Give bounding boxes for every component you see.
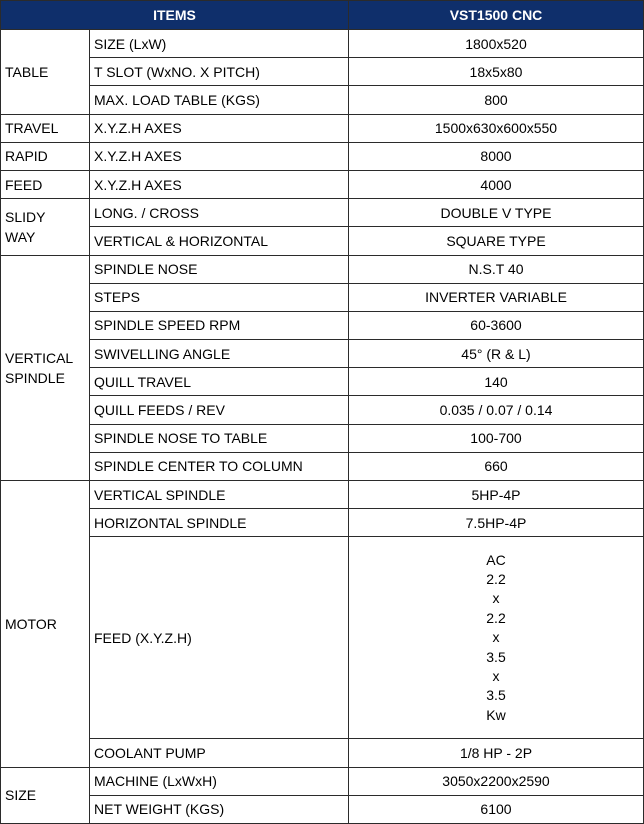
table-row: [1, 424, 644, 452]
group-slidy-way: [1, 199, 90, 255]
group-label: SLIDY: [5, 208, 46, 225]
table-row: [1, 114, 644, 142]
item-cell: SPINDLE SPEED RPM: [90, 311, 349, 339]
value-cell: 7.5HP-4P: [349, 509, 644, 537]
value-line: x: [492, 667, 500, 684]
table-row: [1, 58, 644, 86]
table-row: [1, 86, 644, 114]
table-row: [1, 340, 644, 368]
group-label: SIZE: [5, 787, 37, 804]
value-cell: 140: [349, 368, 644, 396]
group-label: SPINDLE: [5, 369, 65, 386]
item-cell: STEPS: [90, 283, 349, 311]
table-row: [1, 142, 644, 170]
table-row: [1, 255, 644, 283]
group-feed: [1, 170, 90, 198]
value-cell: 4000: [349, 170, 644, 198]
value-cell: 5HP-4P: [349, 481, 644, 509]
item-cell: SIZE (LxW): [90, 30, 349, 58]
item-cell: SWIVELLING ANGLE: [90, 340, 349, 368]
value-line: 2.2: [486, 570, 506, 587]
value-cell-multiline: [349, 537, 644, 739]
item-cell: QUILL FEEDS / REV: [90, 396, 349, 424]
value-cell: 100-700: [349, 424, 644, 452]
item-cell: VERTICAL & HORIZONTAL: [90, 227, 349, 255]
item-cell: VERTICAL SPINDLE: [90, 481, 349, 509]
value-cell: 660: [349, 452, 644, 480]
value-line: x: [492, 590, 500, 607]
value-line: Kw: [486, 706, 506, 723]
table-row: [1, 170, 644, 198]
item-cell: SPINDLE NOSE: [90, 255, 349, 283]
table-row: [1, 227, 644, 255]
item-cell: MACHINE (LxWxH): [90, 767, 349, 795]
group-motor: [1, 481, 90, 768]
group-label: RAPID: [5, 148, 48, 165]
group-rapid: [1, 142, 90, 170]
group-label: TABLE: [5, 63, 49, 80]
value-cell: 3050x2200x2590: [349, 767, 644, 795]
value-cell: 800: [349, 86, 644, 114]
header-row: [1, 1, 644, 30]
value-cell: 1800x520: [349, 30, 644, 58]
group-table: [1, 30, 90, 115]
item-cell: NET WEIGHT (KGS): [90, 795, 349, 823]
items-header: ITEMS: [1, 1, 349, 30]
table-row: [1, 509, 644, 537]
item-cell: X.Y.Z.H AXES: [90, 114, 349, 142]
item-cell: X.Y.Z.H AXES: [90, 142, 349, 170]
table-row: [1, 795, 644, 823]
item-cell: T SLOT (WxNO. X PITCH): [90, 58, 349, 86]
group-label: FEED: [5, 176, 43, 193]
item-cell: HORIZONTAL SPINDLE: [90, 509, 349, 537]
value-cell: INVERTER VARIABLE: [349, 283, 644, 311]
group-label: VERTICAL: [5, 349, 74, 366]
group-label: WAY: [5, 228, 36, 245]
value-cell: 45° (R & L): [349, 340, 644, 368]
item-cell: SPINDLE CENTER TO COLUMN: [90, 452, 349, 480]
value-line: 3.5: [486, 648, 506, 665]
item-cell: MAX. LOAD TABLE (KGS): [90, 86, 349, 114]
item-cell: LONG. / CROSS: [90, 199, 349, 227]
value-line: 2.2: [486, 609, 506, 626]
item-cell: SPINDLE NOSE TO TABLE: [90, 424, 349, 452]
value-cell: 1500x630x600x550: [349, 114, 644, 142]
table-row: [1, 396, 644, 424]
value-cell: DOUBLE V TYPE: [349, 199, 644, 227]
value-line: x: [492, 629, 500, 646]
group-travel: [1, 114, 90, 142]
group-size: [1, 767, 90, 823]
table-row: [1, 767, 644, 795]
value-cell: 8000: [349, 142, 644, 170]
table-row: [1, 199, 644, 227]
group-vertical-spindle: [1, 255, 90, 481]
item-cell: COOLANT PUMP: [90, 739, 349, 767]
item-cell: X.Y.Z.H AXES: [90, 170, 349, 198]
table-row: [1, 283, 644, 311]
item-cell: FEED (X.Y.Z.H): [90, 537, 349, 739]
table-row: [1, 311, 644, 339]
group-label: TRAVEL: [5, 120, 59, 137]
table-row: [1, 481, 644, 509]
table-row: [1, 368, 644, 396]
value-cell: 60-3600: [349, 311, 644, 339]
table-row: [1, 452, 644, 480]
value-cell: 18x5x80: [349, 58, 644, 86]
value-line: 3.5: [486, 687, 506, 704]
value-cell: 6100: [349, 795, 644, 823]
value-line: AC: [486, 551, 506, 568]
value-cell: 1/8 HP - 2P: [349, 739, 644, 767]
value-cell: SQUARE TYPE: [349, 227, 644, 255]
value-cell: N.S.T 40: [349, 255, 644, 283]
item-cell: QUILL TRAVEL: [90, 368, 349, 396]
table-row: [1, 30, 644, 58]
table-row: [1, 739, 644, 767]
model-header: VST1500 CNC: [349, 1, 644, 30]
group-label: MOTOR: [5, 615, 57, 632]
table-row: [1, 537, 644, 739]
value-cell: 0.035 / 0.07 / 0.14: [349, 396, 644, 424]
